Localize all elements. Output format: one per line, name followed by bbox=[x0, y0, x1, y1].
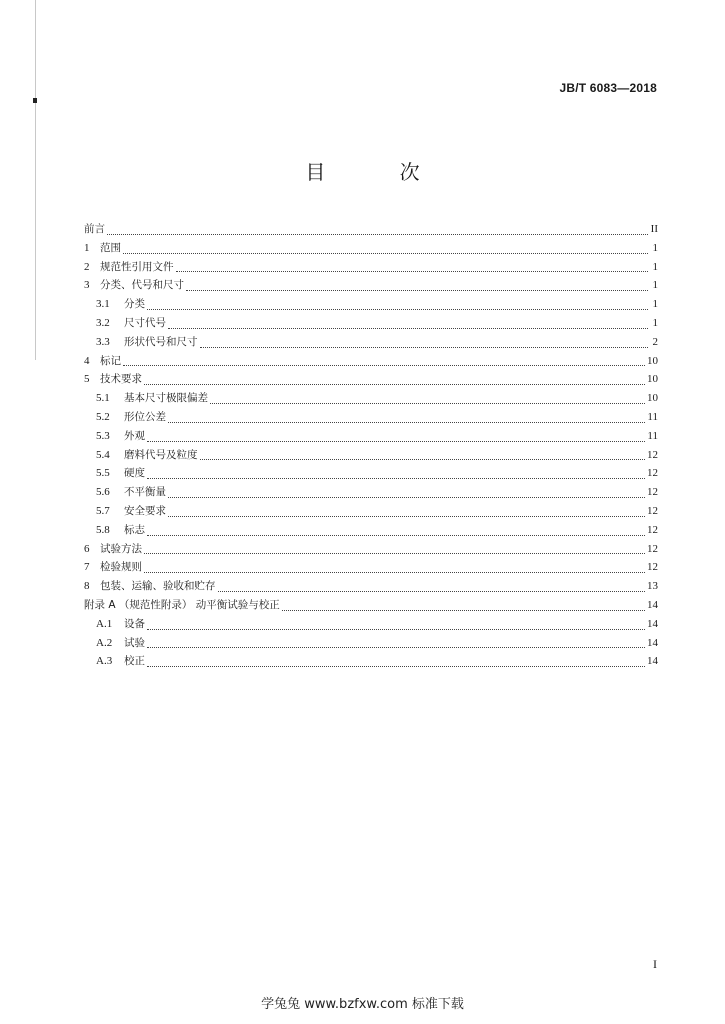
toc-entry[interactable] bbox=[84, 652, 658, 671]
page-title: 目 次 bbox=[305, 160, 454, 184]
toc-entry-number: 5.5 bbox=[96, 467, 110, 480]
toc-entry-page: 2 bbox=[652, 335, 658, 348]
toc-entry-title: 标志 bbox=[124, 523, 145, 536]
toc-dot-leader bbox=[147, 297, 648, 310]
toc-entry-page: 14 bbox=[647, 598, 658, 611]
toc-entry-title: 试验方法 bbox=[100, 542, 142, 555]
toc-entry-number: 5.3 bbox=[96, 429, 110, 442]
toc-entry-number: 8 bbox=[84, 580, 90, 593]
toc-entry-page: 1 bbox=[652, 279, 658, 292]
toc-dot-leader bbox=[123, 353, 645, 366]
toc-dot-leader bbox=[144, 560, 645, 573]
toc-dot-leader bbox=[200, 335, 649, 348]
toc-entry-title: 分类、代号和尺寸 bbox=[100, 279, 184, 292]
toc-dot-leader bbox=[186, 278, 648, 291]
toc-entry-number: A.3 bbox=[96, 655, 113, 668]
toc-dot-leader bbox=[168, 316, 648, 329]
toc-entry-title: 基本尺寸极限偏差 bbox=[124, 392, 208, 405]
toc-entry-page: 12 bbox=[647, 467, 658, 480]
toc-entry-number: 7 bbox=[84, 561, 90, 574]
toc-dot-leader bbox=[147, 617, 645, 630]
toc-entry-title: 范围 bbox=[100, 241, 121, 254]
toc-entry-page: 12 bbox=[647, 542, 658, 555]
toc-entry-page: 13 bbox=[647, 580, 658, 593]
toc-entry[interactable] bbox=[84, 220, 658, 239]
toc-entry-title: 规范性引用文件 bbox=[100, 260, 174, 273]
toc-entry[interactable] bbox=[84, 314, 658, 333]
toc-entry-title: 前言 bbox=[84, 223, 105, 235]
toc-dot-leader bbox=[282, 598, 645, 611]
toc-entry-number: 3.3 bbox=[96, 335, 110, 348]
toc-entry-number: 5.1 bbox=[96, 392, 110, 405]
toc-entry-title: 分类 bbox=[124, 298, 145, 311]
toc-entry-page: 11 bbox=[647, 429, 658, 442]
toc-entry-title: 包装、运输、验收和贮存 bbox=[100, 580, 216, 593]
toc-entry-number: 1 bbox=[84, 241, 90, 254]
toc-entry-title: 外观 bbox=[124, 429, 145, 442]
toc-dot-leader bbox=[218, 579, 646, 592]
toc-dot-leader bbox=[147, 523, 645, 536]
scan-artifact-mark bbox=[33, 98, 37, 103]
toc-entry-page: 1 bbox=[652, 241, 658, 254]
toc-entry-page: 12 bbox=[647, 486, 658, 499]
toc-entry-page: 11 bbox=[647, 410, 658, 423]
toc-entry-number: A.2 bbox=[96, 636, 113, 649]
toc-entry[interactable] bbox=[84, 258, 658, 277]
toc-entry-page: 14 bbox=[647, 655, 658, 668]
toc-entry-page: 14 bbox=[647, 636, 658, 649]
toc-entry[interactable] bbox=[84, 540, 658, 559]
toc-entry-title: 附录 A （规范性附录） 动平衡试验与校正 bbox=[84, 598, 280, 611]
toc-entry-title: 试验 bbox=[124, 636, 145, 649]
toc-entry-page: 10 bbox=[647, 354, 658, 367]
toc-entry-number: 5.8 bbox=[96, 523, 110, 536]
toc-entry-title: 形位公差 bbox=[124, 410, 166, 423]
toc-entry-title: 尺寸代号 bbox=[124, 316, 166, 329]
toc-entry-number: 5.6 bbox=[96, 486, 110, 499]
toc-entry[interactable] bbox=[84, 276, 658, 295]
toc-dot-leader bbox=[147, 635, 645, 648]
toc-entry-number: 2 bbox=[84, 260, 90, 273]
toc-entry-number: 3.1 bbox=[96, 298, 110, 311]
toc-entry-number: 6 bbox=[84, 542, 90, 555]
toc-entry-title: 校正 bbox=[124, 655, 145, 668]
page-number: I bbox=[653, 957, 657, 971]
toc-entry-number: 4 bbox=[84, 354, 90, 367]
toc-entry[interactable] bbox=[84, 239, 658, 258]
toc-entry[interactable] bbox=[84, 615, 658, 634]
toc-entry-page: 12 bbox=[647, 448, 658, 461]
toc-entry-number: 5 bbox=[84, 373, 90, 386]
toc-entry[interactable] bbox=[84, 389, 658, 408]
toc-entry-number: 5.2 bbox=[96, 410, 110, 423]
toc-dot-leader bbox=[168, 485, 645, 498]
toc-entry-title: 形状代号和尺寸 bbox=[124, 335, 198, 348]
toc-dot-leader bbox=[147, 429, 645, 442]
toc-entry[interactable] bbox=[84, 502, 658, 521]
toc-entry[interactable] bbox=[84, 427, 658, 446]
toc-entry-title: 安全要求 bbox=[124, 504, 166, 517]
toc-entry-title: 技术要求 bbox=[100, 373, 142, 386]
toc-entry-title: 不平衡量 bbox=[124, 486, 166, 499]
toc-entry-page: 14 bbox=[647, 617, 658, 630]
watermark-text: 学兔兔 www.bzfxw.com 标准下载 bbox=[261, 997, 464, 1012]
toc-dot-leader bbox=[168, 410, 645, 423]
toc-dot-leader bbox=[144, 372, 645, 385]
standard-code: JB/T 6083—2018 bbox=[559, 81, 657, 95]
toc-entry[interactable] bbox=[84, 596, 658, 615]
toc-entry[interactable] bbox=[84, 295, 658, 314]
toc-entry-page: 12 bbox=[647, 561, 658, 574]
toc-dot-leader bbox=[144, 541, 645, 554]
toc-entry-page: 10 bbox=[647, 392, 658, 405]
toc-entry-page: 1 bbox=[652, 298, 658, 311]
toc-dot-leader bbox=[210, 391, 645, 404]
toc-entry-title: 检验规则 bbox=[100, 561, 142, 574]
toc-entry[interactable] bbox=[84, 370, 658, 389]
toc-entry-number: 5.7 bbox=[96, 504, 110, 517]
toc-entry[interactable] bbox=[84, 521, 658, 540]
toc-dot-leader bbox=[147, 466, 645, 479]
toc-entry[interactable] bbox=[84, 483, 658, 502]
toc-dot-leader bbox=[107, 222, 648, 235]
toc-dot-leader bbox=[168, 504, 645, 517]
toc-entry[interactable] bbox=[84, 408, 658, 427]
toc-entry-page: 1 bbox=[652, 316, 658, 329]
toc-dot-leader bbox=[147, 654, 645, 667]
toc-entry-page: 12 bbox=[647, 523, 658, 536]
toc-entry-number: 3.2 bbox=[96, 316, 110, 329]
toc-entry-page: 10 bbox=[647, 373, 658, 386]
toc-entry-page: 1 bbox=[652, 260, 658, 273]
toc-entry-page: II bbox=[650, 223, 658, 235]
toc-entry-title: 标记 bbox=[100, 354, 121, 367]
toc-entry-title: 设备 bbox=[124, 617, 145, 630]
table-of-contents bbox=[84, 220, 658, 671]
toc-entry[interactable] bbox=[84, 577, 658, 596]
toc-entry[interactable] bbox=[84, 333, 658, 352]
toc-entry-number: 5.4 bbox=[96, 448, 110, 461]
toc-entry-number: 3 bbox=[84, 279, 90, 292]
toc-entry-title: 磨料代号及粒度 bbox=[124, 448, 198, 461]
toc-dot-leader bbox=[200, 447, 646, 460]
toc-entry[interactable] bbox=[84, 352, 658, 371]
toc-entry-number: A.1 bbox=[96, 617, 113, 630]
toc-dot-leader bbox=[123, 241, 648, 254]
toc-entry-title: 硬度 bbox=[124, 467, 145, 480]
toc-entry[interactable] bbox=[84, 634, 658, 653]
toc-entry-page: 12 bbox=[647, 504, 658, 517]
toc-dot-leader bbox=[176, 259, 649, 272]
toc-entry[interactable] bbox=[84, 464, 658, 483]
toc-entry[interactable] bbox=[84, 558, 658, 577]
toc-entry[interactable] bbox=[84, 446, 658, 465]
